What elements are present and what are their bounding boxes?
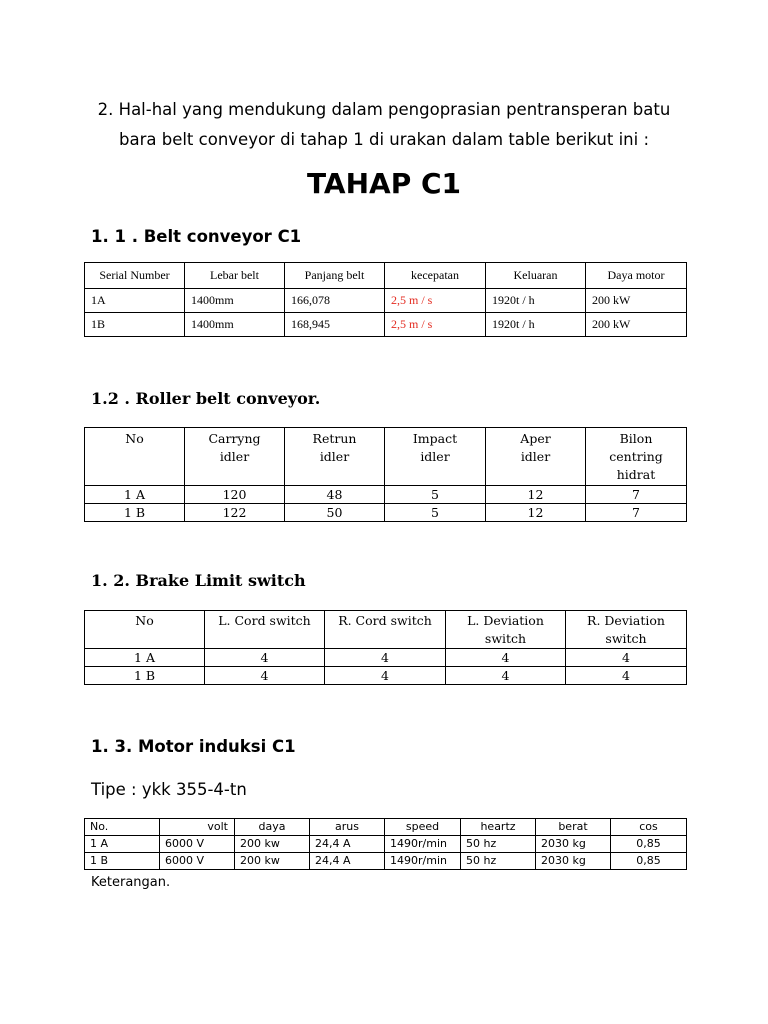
header-line: idler: [520, 449, 551, 464]
header-line: centring: [609, 449, 663, 464]
header-line: idler: [219, 449, 250, 464]
header-line: Bilon: [619, 431, 653, 446]
table-cell: 168,945: [285, 313, 385, 337]
table-cell: 1 A: [85, 486, 185, 504]
column-header: [586, 428, 687, 486]
table-header-row: [85, 263, 687, 289]
table-cell: 48: [285, 486, 385, 504]
table-row: [85, 289, 687, 313]
column-header: [566, 611, 687, 649]
section-heading-motor-induksi: 1. 3. Motor induksi C1: [91, 737, 296, 756]
table-cell: 4: [446, 649, 566, 667]
table-row: [85, 836, 687, 853]
column-header: [185, 428, 285, 486]
table-cell: 24,4 A: [310, 853, 385, 870]
table-cell: 1 B: [85, 667, 205, 685]
header-line: No: [135, 613, 154, 628]
table-cell: 50 hz: [461, 836, 536, 853]
column-header: No.: [85, 819, 160, 836]
column-header: Lebar belt: [185, 263, 285, 289]
table-cell: 12: [486, 504, 586, 522]
table-cell: 24,4 A: [310, 836, 385, 853]
table-cell: 4: [205, 649, 325, 667]
intro-line-1: 2. Hal-hal yang mendukung dalam pengoprasian pentransperan batu: [97, 100, 671, 119]
table-cell: 50: [285, 504, 385, 522]
column-header: Serial Number: [85, 263, 185, 289]
table-cell: 200 kw: [235, 836, 310, 853]
table-cell: 1490r/min: [385, 853, 461, 870]
table-header-row: [85, 611, 687, 649]
column-header: [205, 611, 325, 649]
table-cell: 4: [566, 649, 687, 667]
column-header: speed: [385, 819, 461, 836]
header-line: idler: [319, 449, 350, 464]
table-header-row: [85, 428, 687, 486]
table-cell: 166,078: [285, 289, 385, 313]
header-line: R. Cord switch: [338, 613, 432, 628]
column-header: [85, 428, 185, 486]
table-cell: 7: [586, 486, 687, 504]
column-header: Daya motor: [586, 263, 687, 289]
table-row: [85, 504, 687, 522]
header-line: L. Cord switch: [218, 613, 311, 628]
table-cell: 50 hz: [461, 853, 536, 870]
column-header: berat: [536, 819, 611, 836]
table-row: [85, 486, 687, 504]
table-cell: 1 B: [85, 853, 160, 870]
table-cell: 4: [566, 667, 687, 685]
table-cell: 1920t / h: [486, 313, 586, 337]
column-header: daya: [235, 819, 310, 836]
section-heading-brake-limit-switch: 1. 2. Brake Limit switch: [91, 571, 306, 590]
header-line: L. Deviation: [467, 613, 544, 628]
table-cell: 1 B: [85, 504, 185, 522]
table-cell: 200 kW: [586, 289, 687, 313]
column-header: [446, 611, 566, 649]
table-row: [85, 649, 687, 667]
table-cell: 5: [385, 486, 486, 504]
column-header: arus: [310, 819, 385, 836]
intro-line-2: bara belt conveyor di tahap 1 di urakan dalam table berikut ini :: [119, 130, 649, 149]
table-row: [85, 313, 687, 337]
section-heading-roller: 1.2 . Roller belt conveyor.: [91, 389, 321, 408]
table-cell: 2030 kg: [536, 836, 611, 853]
header-line: No: [125, 431, 144, 446]
column-header: [285, 428, 385, 486]
header-line: switch: [484, 631, 527, 646]
brake-limit-switch-table: [84, 610, 687, 685]
intro-paragraph: [60, 95, 708, 155]
header-line: Retrun: [312, 431, 357, 446]
table-cell: 1400mm: [185, 289, 285, 313]
table-cell: 1A: [85, 289, 185, 313]
table-cell: 6000 V: [160, 853, 235, 870]
column-header: [385, 428, 486, 486]
table-cell: 1400mm: [185, 313, 285, 337]
column-header: heartz: [461, 819, 536, 836]
speed-cell: 2,5 m / s: [385, 313, 486, 337]
header-line: R. Deviation: [587, 613, 665, 628]
column-header: [486, 428, 586, 486]
column-header: volt: [160, 819, 235, 836]
header-line: idler: [420, 449, 450, 464]
column-header: [325, 611, 446, 649]
column-header: cos: [611, 819, 687, 836]
table-cell: 4: [325, 667, 446, 685]
section-heading-belt-conveyor: 1. 1 . Belt conveyor C1: [91, 227, 302, 246]
column-header: [85, 611, 205, 649]
table-cell: 7: [586, 504, 687, 522]
column-header: Panjang belt: [285, 263, 385, 289]
table-cell: 200 kW: [586, 313, 687, 337]
table-cell: 0,85: [611, 853, 687, 870]
table-cell: 0,85: [611, 836, 687, 853]
header-line: Aper: [520, 431, 551, 446]
footer-note: Keterangan.: [91, 875, 171, 890]
table-cell: 200 kw: [235, 853, 310, 870]
table-cell: 1 A: [85, 649, 205, 667]
table-row: [85, 853, 687, 870]
table-cell: 2030 kg: [536, 853, 611, 870]
roller-belt-conveyor-table: [84, 427, 687, 522]
table-cell: 1920t / h: [486, 289, 586, 313]
table-row: [85, 667, 687, 685]
table-cell: 4: [325, 649, 446, 667]
speed-cell: 2,5 m / s: [385, 289, 486, 313]
table-cell: 6000 V: [160, 836, 235, 853]
column-header: kecepatan: [385, 263, 486, 289]
motor-type-line: Tipe : ykk 355-4-tn: [91, 780, 247, 799]
table-cell: 12: [486, 486, 586, 504]
table-cell: 120: [185, 486, 285, 504]
table-cell: 4: [205, 667, 325, 685]
header-line: Carryng: [208, 431, 261, 446]
table-cell: 5: [385, 504, 486, 522]
header-line: Impact: [412, 431, 458, 446]
page-title: TAHAP C1: [307, 167, 461, 200]
header-line: hidrat: [616, 467, 656, 482]
table-cell: 4: [446, 667, 566, 685]
belt-conveyor-table: [84, 262, 687, 337]
table-cell: 1B: [85, 313, 185, 337]
header-line: switch: [605, 631, 647, 646]
table-cell: 1 A: [85, 836, 160, 853]
table-cell: 122: [185, 504, 285, 522]
motor-induksi-table: [84, 818, 687, 870]
table-cell: 1490r/min: [385, 836, 461, 853]
column-header: Keluaran: [486, 263, 586, 289]
table-header-row: [85, 819, 687, 836]
